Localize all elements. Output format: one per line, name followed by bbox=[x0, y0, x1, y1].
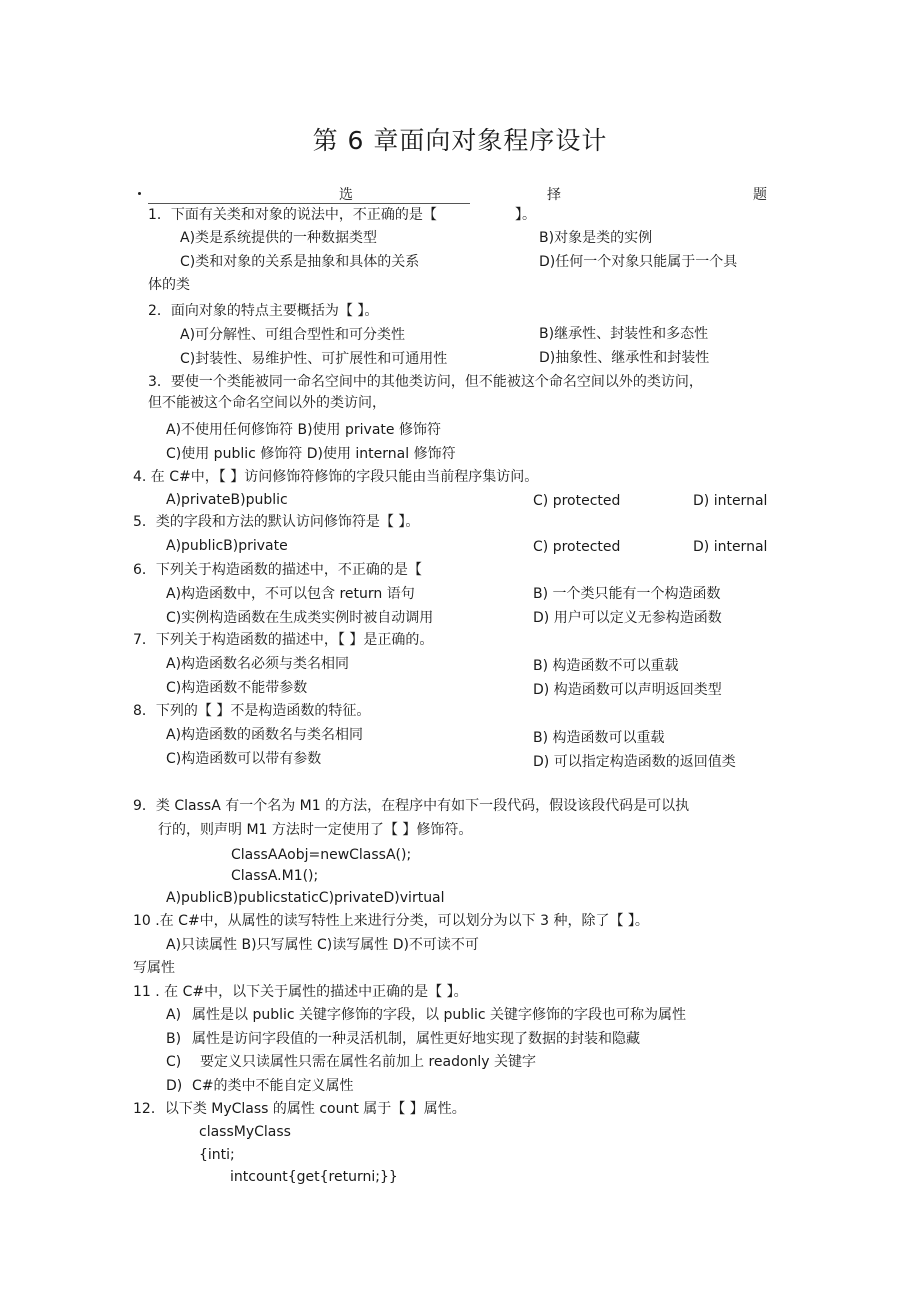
q8-stem: 8．下列的【 】不是构造函数的特征。 bbox=[133, 703, 371, 719]
q1-option-d: D)任何一个对象只能属于一个具 bbox=[539, 254, 738, 270]
q12-code-line-2: {inti; bbox=[199, 1147, 235, 1163]
q12-code-line-1: classMyClass bbox=[199, 1124, 291, 1140]
q11-option-a: 属性是以 public 关键字修饰的字段，以 public 关键字修饰的字段也可称为属性 bbox=[192, 1007, 687, 1023]
q5-options-ab: A)publicB)private bbox=[166, 538, 288, 554]
q6-option-c: C)实例构造函数在生成类实例时被自动调用 bbox=[166, 610, 434, 626]
q11-option-c-label: C) bbox=[166, 1054, 182, 1070]
q7-option-d: D) 构造函数可以声明返回类型 bbox=[533, 682, 722, 698]
q11-option-a-label: A) bbox=[166, 1007, 182, 1023]
q9-stem-line-1: 9．类 ClassA 有一个名为 M1 的方法，在程序中有如下一段代码，假设该段代码是可以执 bbox=[133, 798, 690, 814]
q1-option-c: C)类和对象的关系是抽象和具体的关系 bbox=[180, 254, 420, 270]
q8-option-a: A)构造函数的函数名与类名相同 bbox=[166, 727, 364, 743]
q10-stem: 10 .在 C#中，从属性的读写特性上来进行分类，可以划分为以下 3 种，除了【 】。 bbox=[133, 913, 649, 929]
q6-option-b: B) 一个类只能有一个构造函数 bbox=[533, 586, 721, 602]
section-heading-char-2: 择 bbox=[547, 187, 561, 203]
section-heading-char-1: 选 bbox=[339, 187, 353, 203]
q1-stem-end: 】。 bbox=[515, 207, 536, 223]
q9-code-line-2: ClassA.M1(); bbox=[231, 868, 319, 884]
q7-option-b: B) 构造函数不可以重载 bbox=[533, 658, 679, 674]
q7-option-a: A)构造函数名必须与类名相同 bbox=[166, 656, 350, 672]
q5-stem: 5．类的字段和方法的默认访问修饰符是【 】。 bbox=[133, 514, 420, 530]
q4-stem: 4. 在 C#中，【 】访问修饰符修饰的字段只能由当前程序集访问。 bbox=[133, 469, 539, 485]
page-title: 第 6 章面向对象程序设计 bbox=[312, 126, 608, 155]
q4-option-c: C) protected bbox=[533, 493, 621, 509]
q9-stem-line-2: 行的，则声明 M1 方法时一定使用了【 】修饰符。 bbox=[158, 822, 473, 838]
q2-option-a: A)可分解性、可组合型性和可分类性 bbox=[180, 327, 406, 343]
q7-option-c: C)构造函数不能带参数 bbox=[166, 680, 308, 696]
q12-stem: 12．以下类 MyClass 的属性 count 属于【 】属性。 bbox=[133, 1101, 466, 1117]
q11-option-c: 要定义只读属性只需在属性名前加上 readonly 关键字 bbox=[200, 1054, 537, 1070]
q1-option-d-continued: 体的类 bbox=[148, 277, 190, 293]
q2-option-d: D)抽象性、继承性和封装性 bbox=[539, 350, 710, 366]
q4-options-ab: A)privateB)public bbox=[166, 492, 288, 508]
q8-option-d: D) 可以指定构造函数的返回值类 bbox=[533, 754, 736, 770]
q2-option-b: B)继承性、封装性和多态性 bbox=[539, 326, 709, 342]
q6-option-d: D) 用户可以定义无参构造函数 bbox=[533, 610, 722, 626]
q5-option-d: D) internal bbox=[693, 539, 768, 555]
q1-option-b: B)对象是类的实例 bbox=[539, 230, 653, 246]
q11-option-d: C#的类中不能自定义属性 bbox=[192, 1078, 354, 1094]
q1-stem: 1．下面有关类和对象的说法中，不正确的是【 bbox=[148, 207, 437, 223]
q3-stem-line-2: 但不能被这个命名空间以外的类访问， bbox=[148, 395, 386, 411]
q9-options: A)publicB)publicstaticC)privateD)virtual bbox=[166, 890, 445, 906]
q11-stem: 11 . 在 C#中，以下关于属性的描述中正确的是【 】。 bbox=[133, 984, 468, 1000]
section-underline bbox=[148, 203, 470, 204]
q7-stem: 7．下列关于构造函数的描述中，【 】是正确的。 bbox=[133, 632, 434, 648]
q6-stem: 6．下列关于构造函数的描述中，不正确的是【 bbox=[133, 562, 422, 578]
q11-option-b-label: B) bbox=[166, 1031, 182, 1047]
q1-option-a: A)类是系统提供的一种数据类型 bbox=[180, 230, 378, 246]
q10-options: A)只读属性 B)只写属性 C)读写属性 D)不可读不可 bbox=[166, 937, 479, 953]
bullet-dot bbox=[138, 192, 141, 195]
q2-option-c: C)封装性、易维护性、可扩展性和可通用性 bbox=[180, 351, 448, 367]
q12-code-line-3: intcount{get{returni;}} bbox=[230, 1169, 398, 1185]
q3-options-ab: A)不使用任何修饰符 B)使用 private 修饰符 bbox=[166, 422, 441, 438]
q11-option-b: 属性是访问字段值的一种灵活机制，属性更好地实现了数据的封装和隐藏 bbox=[192, 1031, 640, 1047]
q2-stem: 2．面向对象的特点主要概括为【 】。 bbox=[148, 303, 379, 319]
q8-option-c: C)构造函数可以带有参数 bbox=[166, 751, 322, 767]
q6-option-a: A)构造函数中，不可以包含 return 语句 bbox=[166, 586, 415, 602]
q5-option-c: C) protected bbox=[533, 539, 621, 555]
q3-stem-line-1: 3．要使一个类能被同一命名空间中的其他类访问，但不能被这个命名空间以外的类访问， bbox=[148, 374, 703, 390]
q3-options-cd: C)使用 public 修饰符 D)使用 internal 修饰符 bbox=[166, 446, 456, 462]
q10-options-continued: 写属性 bbox=[133, 960, 175, 976]
section-heading-char-3: 题 bbox=[753, 187, 767, 203]
q4-option-d: D) internal bbox=[693, 493, 768, 509]
q8-option-b: B) 构造函数可以重载 bbox=[533, 730, 665, 746]
q9-code-line-1: ClassAAobj=newClassA(); bbox=[231, 847, 412, 863]
q11-option-d-label: D) bbox=[166, 1078, 183, 1094]
